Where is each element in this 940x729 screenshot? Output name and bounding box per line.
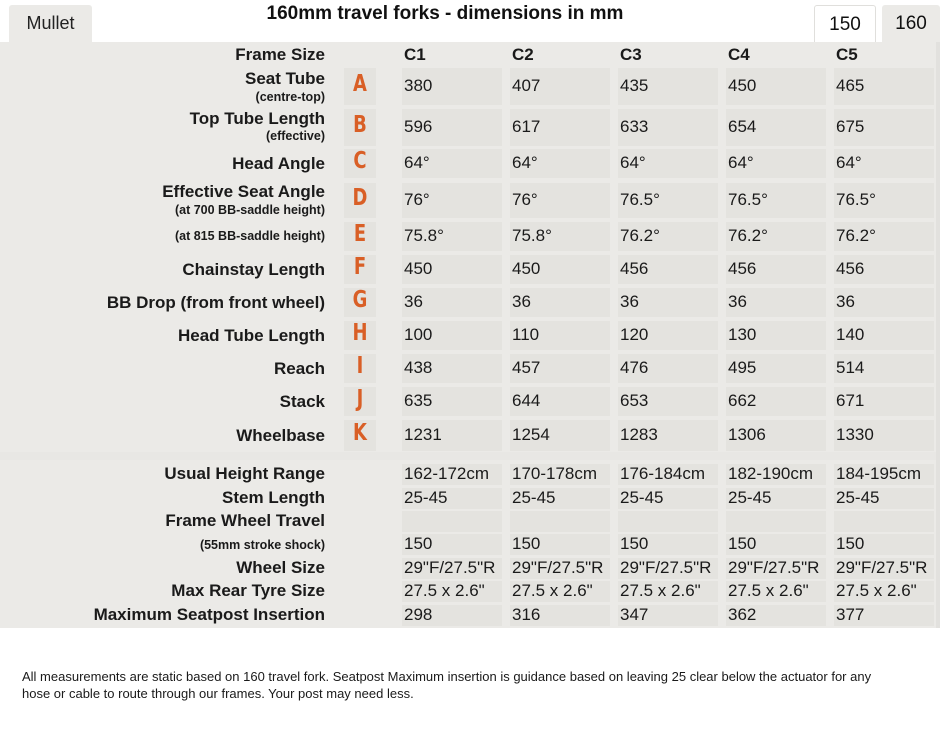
cell-value: 654 (728, 117, 757, 136)
page-title: 160mm travel forks - dimensions in mm (266, 3, 624, 24)
cell-value: 380 (404, 76, 433, 95)
cell-value: 316 (512, 605, 541, 624)
cell-value: 1330 (836, 425, 874, 444)
cell-value: 29"F/27.5"R (512, 558, 604, 577)
cell-value: 29"F/27.5"R (620, 558, 712, 577)
cell-value: 617 (512, 117, 541, 136)
footnote: All measurements are static based on 160 travel fork. Seatpost Maximum insertion is guidance based on leaving 25 clear below the actuator for any hose or cable to route through our frames. Your post may need less. (22, 669, 872, 701)
cell-value: 476 (620, 358, 649, 377)
dimension-letter-e: E (353, 221, 367, 247)
cell-value: 76.5° (620, 190, 660, 209)
dimension-letter-j: J (356, 386, 364, 412)
header (0, 0, 940, 42)
cell-value: 450 (728, 76, 757, 95)
cell-shade (834, 511, 934, 532)
cell-shade (726, 511, 826, 532)
column-header-c4: C4 (728, 45, 750, 64)
row-label: Chainstay Length (182, 260, 325, 279)
tab-travel-150[interactable]: 150 (814, 5, 876, 42)
cell-value: 1254 (512, 425, 550, 444)
cell-value: 150 (620, 534, 649, 553)
row-label: Effective Seat Angle (162, 182, 325, 201)
row-label: Usual Height Range (164, 464, 325, 483)
cell-value: 27.5 x 2.6" (512, 581, 593, 600)
cell-value: 36 (728, 292, 747, 311)
section-divider (0, 452, 940, 460)
column-header-c2: C2 (512, 45, 534, 64)
row-sublabel: (at 700 BB-saddle height) (174, 203, 325, 217)
row-label: Seat Tube (245, 69, 325, 88)
cell-value: 25-45 (404, 488, 448, 507)
row-sublabel: (effective) (265, 129, 325, 143)
cell-value: 130 (728, 325, 757, 344)
cell-value: 150 (836, 534, 865, 553)
cell-value: 662 (728, 391, 757, 410)
cell-value: 120 (620, 325, 649, 344)
cell-value: 27.5 x 2.6" (620, 581, 701, 600)
cell-value: 456 (836, 259, 865, 278)
dimension-letter-f: F (353, 254, 367, 280)
cell-value: 347 (620, 605, 649, 624)
cell-value: 27.5 x 2.6" (404, 581, 485, 600)
cell-value: 435 (620, 76, 649, 95)
dimension-letter-k: K (353, 420, 367, 446)
cell-value: 635 (404, 391, 433, 410)
cell-value: 495 (728, 358, 757, 377)
cell-value: 1283 (620, 425, 658, 444)
row-sublabel: (at 815 BB-saddle height) (174, 229, 325, 243)
cell-value: 64° (728, 153, 754, 172)
column-header-c5: C5 (836, 45, 858, 64)
cell-value: 36 (512, 292, 531, 311)
dimension-letter-b: B (353, 112, 367, 138)
cell-value: 64° (836, 153, 862, 172)
cell-value: 76.5° (728, 190, 768, 209)
row-label: Stack (279, 392, 325, 411)
row-label: Frame Wheel Travel (165, 511, 325, 530)
tab-mullet[interactable]: Mullet (9, 5, 92, 42)
cell-value: 456 (620, 259, 649, 278)
cell-value: 438 (404, 358, 433, 377)
cell-value: 450 (404, 259, 433, 278)
cell-value: 36 (836, 292, 855, 311)
cell-value: 76° (404, 190, 430, 209)
cell-value: 76.2° (836, 226, 876, 245)
cell-value: 100 (404, 325, 433, 344)
cell-value: 76° (512, 190, 538, 209)
cell-value: 25-45 (620, 488, 664, 507)
cell-value: 176-184cm (620, 464, 706, 483)
row-label: Stem Length (222, 488, 325, 507)
row-label: Maximum Seatpost Insertion (93, 605, 325, 624)
row-sublabel: (centre-top) (255, 90, 325, 104)
cell-value: 64° (512, 153, 538, 172)
cell-value: 298 (404, 605, 433, 624)
cell-value: 644 (512, 391, 541, 410)
cell-value: 514 (836, 358, 865, 377)
cell-value: 27.5 x 2.6" (836, 581, 917, 600)
cell-value: 110 (512, 325, 540, 344)
cell-value: 465 (836, 76, 865, 95)
dimension-letter-c: C (353, 148, 367, 174)
cell-value: 450 (512, 259, 541, 278)
cell-value: 1231 (404, 425, 442, 444)
frame-size-label: Frame Size (235, 45, 325, 64)
cell-value: 675 (836, 117, 865, 136)
cell-shade (618, 511, 718, 532)
row-label: Head Tube Length (177, 326, 325, 345)
row-label: Wheelbase (236, 426, 325, 445)
row-sublabel: (55mm stroke shock) (199, 538, 325, 552)
cell-value: 36 (404, 292, 423, 311)
row-label: Top Tube Length (189, 109, 325, 128)
cell-value: 64° (404, 153, 430, 172)
cell-value: 456 (728, 259, 757, 278)
cell-value: 596 (404, 117, 433, 136)
cell-value: 25-45 (836, 488, 880, 507)
panel-edge (936, 42, 940, 628)
cell-value: 25-45 (512, 488, 556, 507)
row-label: Reach (273, 359, 325, 378)
dimension-letter-g: G (352, 287, 368, 313)
cell-value: 1306 (728, 425, 766, 444)
tab-travel-160[interactable]: 160 (882, 5, 940, 42)
cell-value: 29"F/27.5"R (836, 558, 928, 577)
cell-value: 184-195cm (836, 464, 922, 483)
cell-value: 150 (404, 534, 433, 553)
cell-value: 362 (728, 605, 757, 624)
cell-value: 170-178cm (512, 464, 598, 483)
cell-value: 36 (620, 292, 639, 311)
cell-value: 76.2° (620, 226, 660, 245)
cell-shade (402, 511, 502, 532)
dimension-letter-h: H (352, 320, 368, 346)
row-label: Head Angle (232, 154, 325, 173)
cell-value: 457 (512, 358, 541, 377)
cell-value: 140 (836, 325, 865, 344)
cell-value: 75.8° (512, 226, 552, 245)
cell-value: 633 (620, 117, 649, 136)
cell-value: 64° (620, 153, 646, 172)
cell-value: 653 (620, 391, 649, 410)
cell-value: 76.5° (836, 190, 876, 209)
cell-value: 150 (728, 534, 757, 553)
cell-value: 182-190cm (728, 464, 814, 483)
dimension-letter-d: D (352, 185, 368, 211)
row-label: Max Rear Tyre Size (171, 581, 325, 600)
cell-value: 377 (836, 605, 865, 624)
cell-value: 29"F/27.5"R (728, 558, 820, 577)
column-header-c3: C3 (620, 45, 642, 64)
row-label: Wheel Size (236, 558, 325, 577)
cell-value: 407 (512, 76, 541, 95)
column-header-c1: C1 (404, 45, 426, 64)
row-label: BB Drop (from front wheel) (106, 293, 325, 312)
dimension-letter-a: A (353, 71, 367, 97)
cell-value: 25-45 (728, 488, 772, 507)
cell-value: 671 (836, 391, 865, 410)
cell-shade (510, 511, 610, 532)
cell-value: 150 (512, 534, 541, 553)
cell-value: 76.2° (728, 226, 768, 245)
cell-value: 29"F/27.5"R (404, 558, 496, 577)
cell-value: 162-172cm (404, 464, 490, 483)
dimension-letter-i: I (356, 353, 364, 379)
cell-value: 75.8° (404, 226, 444, 245)
cell-value: 27.5 x 2.6" (728, 581, 809, 600)
